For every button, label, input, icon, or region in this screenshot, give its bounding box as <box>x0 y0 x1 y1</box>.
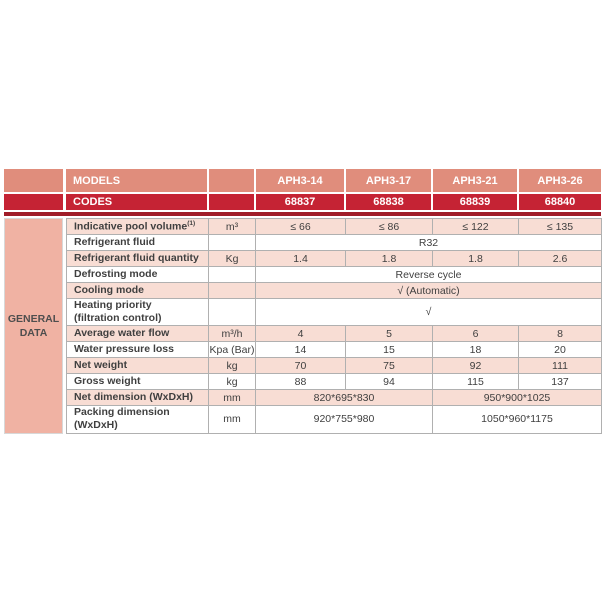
value-cell: 88 <box>256 374 346 390</box>
value-cell: 1.8 <box>346 251 433 267</box>
table-row <box>67 374 602 390</box>
row-label: Refrigerant fluid quantity <box>67 251 209 267</box>
row-label: Gross weight <box>67 374 209 390</box>
unit-cell <box>209 235 256 251</box>
table-row <box>67 235 602 251</box>
codes-header-blank <box>208 194 255 210</box>
unit-cell: Kg <box>209 251 256 267</box>
codes-row-left-spacer <box>4 194 63 210</box>
value-cell: 70 <box>256 358 346 374</box>
value-cell: 94 <box>346 374 433 390</box>
value-cell: 137 <box>519 374 602 390</box>
row-label: Average water flow <box>67 326 209 342</box>
unit-cell <box>209 267 256 283</box>
value-cell-span2: 950*900*1025 <box>433 390 602 406</box>
table-row <box>67 283 602 299</box>
value-cell-span2: 1050*960*1175 <box>433 406 602 433</box>
unit-cell: mm <box>209 406 256 433</box>
table-row <box>67 406 602 433</box>
row-label: Defrosting mode <box>67 267 209 283</box>
models-row <box>4 169 601 192</box>
value-cell: 14 <box>256 342 346 358</box>
code-value: 68838 <box>345 194 432 210</box>
models-row-left-spacer <box>4 169 63 192</box>
value-cell: ≤ 66 <box>256 219 346 235</box>
spec-table <box>4 169 601 434</box>
table-row <box>67 390 602 406</box>
value-cell: 111 <box>519 358 602 374</box>
value-cell: ≤ 135 <box>519 219 602 235</box>
value-cell: 6 <box>433 326 519 342</box>
value-cell: 75 <box>346 358 433 374</box>
value-cell: 4 <box>256 326 346 342</box>
codes-header-table <box>66 194 601 210</box>
code-value: 68837 <box>255 194 345 210</box>
spec-grid <box>66 218 602 434</box>
value-cell: ≤ 86 <box>346 219 433 235</box>
data-section <box>4 218 601 434</box>
value-cell-span2: 820*695*830 <box>256 390 433 406</box>
value-cell: 2.6 <box>519 251 602 267</box>
table-row <box>67 326 602 342</box>
value-cell: 92 <box>433 358 519 374</box>
value-cell-span: √ <box>256 299 602 326</box>
unit-cell <box>209 299 256 326</box>
row-label: Packing dimension (WxDxH) <box>67 406 209 433</box>
code-value: 68839 <box>432 194 518 210</box>
general-data-line2: DATA <box>19 326 48 339</box>
row-label: Net dimension (WxDxH) <box>67 390 209 406</box>
value-cell: 115 <box>433 374 519 390</box>
row-label: Cooling mode <box>67 283 209 299</box>
value-cell: 20 <box>519 342 602 358</box>
value-cell: 1.4 <box>256 251 346 267</box>
row-label: Heating priority (filtration control) <box>67 299 209 326</box>
unit-cell: Kpa (Bar) <box>209 343 255 356</box>
row-label: Net weight <box>67 358 209 374</box>
footnote-marker: (1) <box>187 219 196 227</box>
table-row <box>67 267 602 283</box>
value-cell: 18 <box>433 342 519 358</box>
general-data-label <box>4 218 63 434</box>
unit-cell: kg <box>209 358 256 374</box>
row-label: Refrigerant fluid <box>67 235 209 251</box>
models-header-table <box>66 169 601 192</box>
general-data-line1: GENERAL <box>7 312 60 325</box>
value-cell: 1.8 <box>433 251 519 267</box>
codes-header-label: CODES <box>66 194 208 210</box>
unit-cell: kg <box>209 374 256 390</box>
value-cell: 5 <box>346 326 433 342</box>
row-label: Indicative pool volume$^{(1)}$ <box>67 219 209 235</box>
value-cell-span: Reverse cycle <box>256 267 602 283</box>
unit-cell <box>209 283 256 299</box>
value-cell-span: √ (Automatic) <box>256 283 602 299</box>
table-row <box>67 219 602 235</box>
codes-row <box>4 194 601 210</box>
value-cell: ≤ 122 <box>433 219 519 235</box>
table-row <box>67 251 602 267</box>
value-cell-span2: 920*755*980 <box>256 406 433 433</box>
value-cell-span: R32 <box>256 235 602 251</box>
models-header-label: MODELS <box>66 169 208 192</box>
table-row <box>67 299 602 326</box>
value-cell: 15 <box>346 342 433 358</box>
model-name: APH3-26 <box>518 169 601 192</box>
value-cell: 8 <box>519 326 602 342</box>
table-row <box>67 342 602 358</box>
unit-cell: m³ <box>209 219 256 235</box>
row-label: Water pressure loss <box>67 342 209 358</box>
unit-cell: m³/h <box>209 326 256 342</box>
model-name: APH3-21 <box>432 169 518 192</box>
model-name: APH3-14 <box>255 169 345 192</box>
models-header-blank <box>208 169 255 192</box>
model-name: APH3-17 <box>345 169 432 192</box>
table-row <box>67 358 602 374</box>
code-value: 68840 <box>518 194 601 210</box>
unit-cell: mm <box>209 390 256 406</box>
